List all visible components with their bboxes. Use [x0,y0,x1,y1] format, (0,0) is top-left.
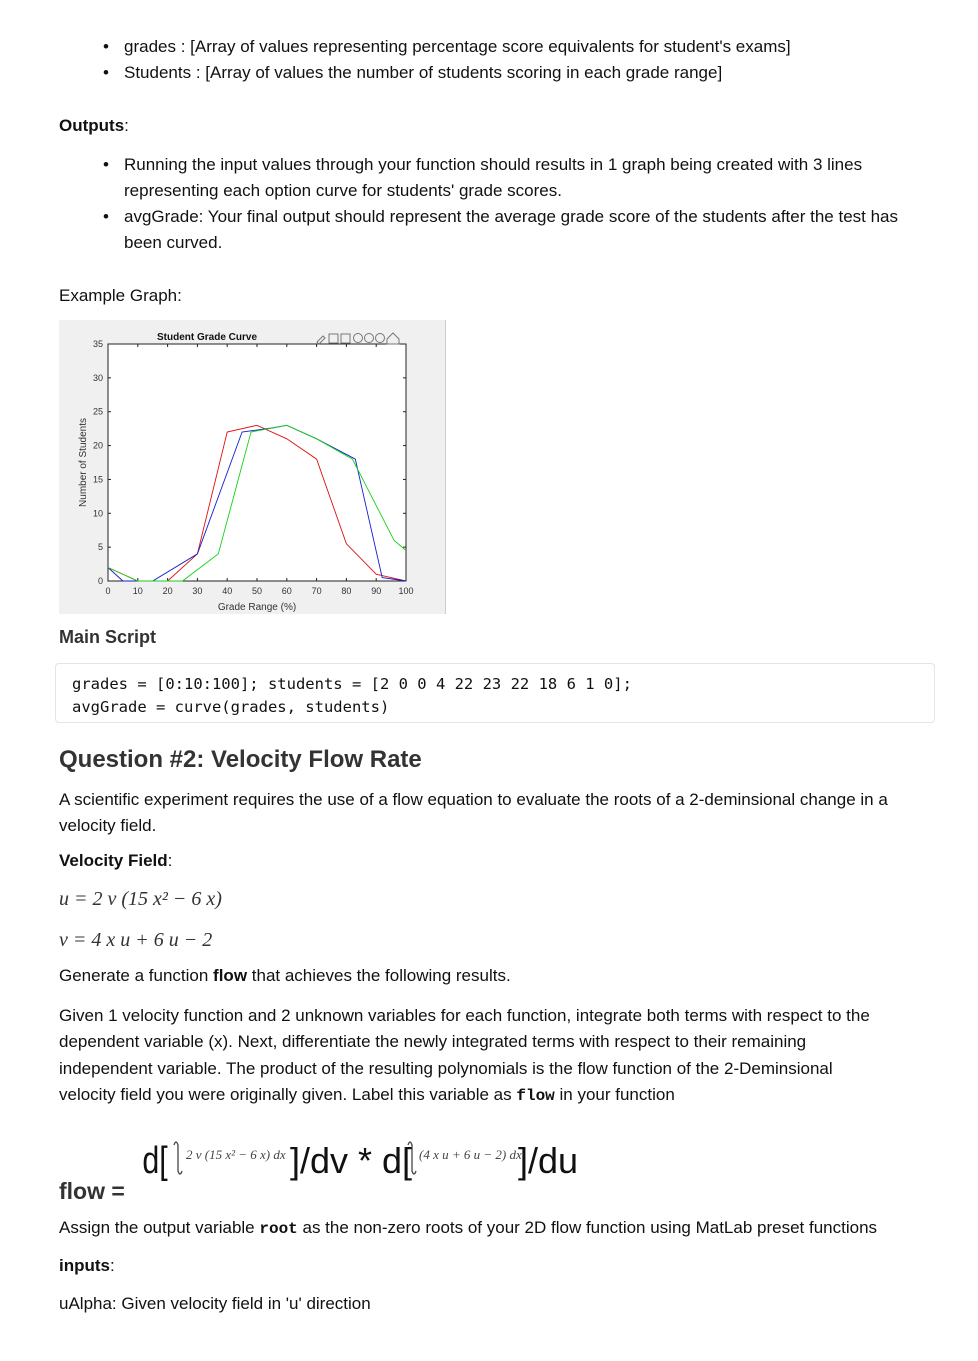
home-icon [387,333,399,344]
outputs-heading: Outputs: [59,116,129,135]
x-tick-label: 90 [371,586,382,596]
list-item: • Running the input values through your function should results in 1 graph being created with 3 lines representing each option curve for students' grade scores. [59,152,898,204]
brush-icon [317,336,325,344]
y-tick-label: 5 [97,542,103,553]
flow-label: flow = [59,1178,125,1204]
svg-text:2 v (15 x² − 6 x) dx: 2 v (15 x² − 6 x) dx [186,1147,286,1162]
velocity-field-label: Velocity Field: [59,851,173,870]
code-line: avgGrade = curve(grades, students) [72,698,390,716]
zoom-in-icon [365,334,374,343]
x-tick-label: 40 [222,586,233,596]
data-cursor-icon [341,334,350,343]
code-line: grades = [0:10:100]; students = [2 0 0 4 22 23 22 18 6 1 0]; [72,675,632,693]
y-tick-label: 20 [92,440,103,451]
x-tick-label: 80 [341,586,352,596]
print-icon [329,334,338,343]
svg-text:(4 x u + 6 u − 2) dx: (4 x u + 6 u − 2) dx [419,1147,522,1162]
x-axis-label: Grade Range (%) [217,602,297,613]
generate-text: Generate a function flow that achieves the following results. [59,966,511,985]
y-tick-label: 15 [92,474,103,485]
question2-intro: A scientific experiment requires the use of a flow equation to evaluate the roots of a 2-deminsional change in a velocity field. [59,790,888,835]
figure-toolbar [317,333,399,344]
x-tick-label: 30 [192,586,203,596]
x-tick-label: 60 [281,586,292,596]
x-tick-label: 70 [311,586,322,596]
assign-text: Assign the output variable root as the non-zero roots of your 2D flow function using MatLab preset functions [59,1218,878,1238]
outputs-list [59,152,898,256]
zoom-out-icon [376,334,385,343]
chart-title: Student Grade Curve [156,332,258,343]
pan-icon [354,334,363,343]
question2-heading: Question #2: Velocity Flow Rate [59,746,422,773]
inputs-list [59,34,791,86]
list-item: • grades : [Array of values representing percentage score equivalents for student's exams] [59,34,791,60]
x-tick-label: 50 [251,586,263,596]
svg-text:]/du: ]/du [518,1140,579,1181]
y-tick-label: 35 [92,339,103,349]
example-graph-label: Example Graph: [59,286,182,305]
y-tick-label: 10 [92,508,103,519]
equation-u: u = 2 v (15 x² − 6 x) [59,888,222,910]
x-tick-label: 100 [398,586,414,596]
svg-text:d[: d[ [142,1139,168,1182]
ualpha-text: uAlpha: Given velocity field in 'u' direction [59,1294,371,1313]
code-block [55,663,935,723]
y-tick-label: 25 [92,406,103,417]
x-tick-label: 10 [132,586,143,596]
x-tick-label: 20 [162,586,173,596]
y-tick-label: 0 [97,576,103,586]
inputs-heading: inputs: [59,1256,115,1275]
equation-v: v = 4 x u + 6 u − 2 [59,929,213,951]
list-item: • Students : [Array of values the number of students scoring in each grade range] [59,60,791,86]
x-tick-label: 0 [105,586,111,596]
svg-text:]/dv * d[: ]/dv * d[ [290,1140,413,1181]
grade-curve-chart [59,320,445,614]
y-tick-label: 30 [92,372,103,383]
main-script-heading: Main Script [59,627,157,647]
list-item: • avgGrade: Your final output should represent the average grade score of the students after the test has been curved. [59,204,898,256]
example-graph [59,320,446,614]
given-paragraph: Given 1 velocity function and 2 unknown variables for each function, integrate both terms with respect to the dependent variable (x). Next, differentiate the newly integrated terms with respect to their remaining independent variable. The product of the resulting polynomials is the flow function of the 2-Deminsional velocity field you were originally given. Label this variable as flow in your function [59,1006,870,1105]
y-axis-label: Number of Students [78,418,89,507]
flow-equation [140,1135,580,1185]
